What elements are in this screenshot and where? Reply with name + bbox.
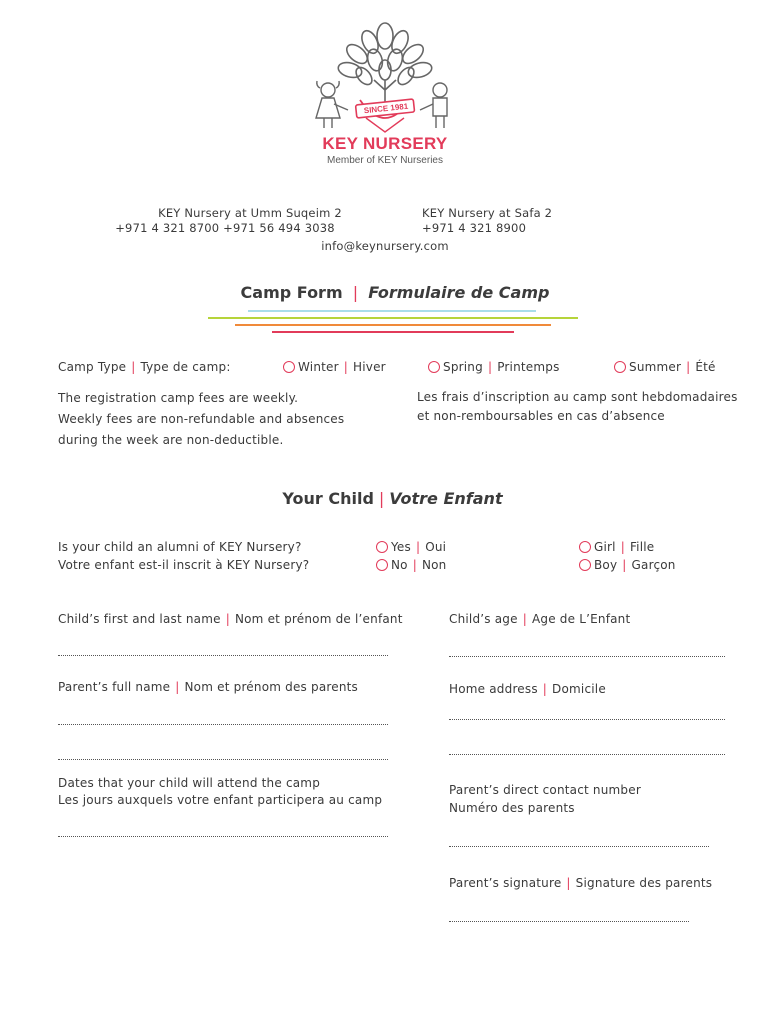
label-en: Child’s first and last name [58,612,221,626]
label-fr: Signature des parents [575,876,713,890]
branch2-name: KEY Nursery at Safa 2 [422,206,553,220]
radio-circle-icon[interactable] [376,541,388,553]
decor-line-blue [248,310,536,312]
label-fr: Age de L’Enfant [531,612,631,626]
option-label-en: Summer [629,360,682,374]
camp-type-label [58,360,231,374]
camp-option-summer[interactable] [614,360,716,374]
logo-ribbon-text: SINCE 1981 [363,101,409,116]
separator: | [415,540,421,554]
separator: | [522,612,527,626]
form-title [0,283,770,302]
gender-option-boy[interactable] [579,558,676,572]
camp-option-spring[interactable] [428,360,560,374]
child-section-title [0,489,770,508]
separator: | [622,558,627,572]
separator: | [487,360,493,374]
child-name-field[interactable] [58,655,388,656]
radio-circle-icon[interactable] [579,541,591,553]
radio-circle-icon[interactable] [428,361,440,373]
dates-label-en: Dates that your child will attend the camp [58,776,321,790]
separator: | [378,489,385,508]
label-en: Home address [449,682,538,696]
option-label-en: Boy [594,558,618,572]
option-label-en: Girl [594,540,616,554]
branch1-phones: +971 4 321 8700 +971 56 494 3038 [115,221,335,235]
home-address-field-1[interactable] [449,719,725,720]
separator: | [175,680,180,694]
separator: | [131,360,136,374]
dates-label-fr: Les jours auxquels votre enfant participera au camp [58,793,383,807]
fees-en-line-2: Weekly fees are non-refundable and absences [58,412,345,426]
signature-field[interactable] [449,921,689,922]
radio-circle-icon[interactable] [283,361,295,373]
alumni-option-no[interactable] [376,558,447,572]
decor-line-green [208,317,578,319]
child-title-fr: Votre Enfant [389,489,503,508]
home-address-field-2[interactable] [449,754,725,755]
decor-line-red [272,331,514,333]
child-age-label [449,612,630,626]
contact-email: info@keynursery.com [321,239,449,253]
contact-label-fr: Numéro des parents [449,801,575,815]
label-en: Parent’s signature [449,876,562,890]
option-label-en: Winter [298,360,339,374]
child-age-field[interactable] [449,656,725,657]
branch1-name: KEY Nursery at Umm Suqeim 2 [158,206,342,220]
option-label-fr: Printemps [497,360,560,374]
camp-option-winter[interactable] [283,360,386,374]
alumni-option-yes[interactable] [376,540,446,554]
logo [300,18,470,168]
separator: | [686,360,691,374]
signature-label [449,876,712,890]
label-en: Parent’s full name [58,680,171,694]
fees-fr-line-1: Les frais d’inscription au camp sont hebdomadaires [417,390,738,404]
parent-name-field-1[interactable] [58,724,388,725]
decor-line-orange [235,324,551,326]
alumni-question-fr: Votre enfant est-il inscrit à KEY Nursery? [58,558,310,572]
option-label-fr: Hiver [353,360,386,374]
option-label-fr: Oui [425,540,447,554]
camp-type-label-en: Camp Type [58,360,127,374]
label-fr: Domicile [552,682,606,696]
option-label-en: Spring [443,360,483,374]
camp-type-label-fr: Type de camp: [140,360,231,374]
option-label-fr: Non [421,558,447,572]
gender-option-girl[interactable] [579,540,654,554]
separator: | [566,876,571,890]
separator: | [225,612,230,626]
fees-en-line-3: during the week are non-deductible. [58,433,284,447]
separator: | [412,558,417,572]
option-label-en: Yes [391,540,411,554]
alumni-question-en: Is your child an alumni of KEY Nursery? [58,540,302,554]
option-label-fr: Été [695,360,716,374]
label-fr: Nom et prénom de l’enfant [234,612,403,626]
child-title-en: Your Child [282,489,374,508]
contact-label-en: Parent’s direct contact number [449,783,641,797]
key-nursery-tree-logo-icon [300,18,470,143]
form-title-separator: | [352,283,359,302]
child-name-label [58,612,403,626]
label-fr: Nom et prénom des parents [184,680,358,694]
separator: | [620,540,625,554]
form-title-fr: Formulaire de Camp [368,283,550,302]
parent-name-label [58,680,358,694]
logo-brand-name: KEY NURSERY [322,134,448,153]
separator: | [542,682,548,696]
fees-en-line-1: The registration camp fees are weekly. [58,391,299,405]
separator: | [343,360,349,374]
branch2-phones: +971 4 321 8900 [422,221,527,235]
dates-field[interactable] [58,836,388,837]
radio-circle-icon[interactable] [614,361,626,373]
option-label-fr: Garçon [631,558,676,572]
option-label-fr: Fille [629,540,655,554]
home-address-label [449,682,606,696]
option-label-en: No [391,558,408,572]
parent-name-field-2[interactable] [58,759,388,760]
radio-circle-icon[interactable] [376,559,388,571]
fees-fr-line-2: et non-remboursables en cas d’absence [417,409,665,423]
contact-field[interactable] [449,846,709,847]
logo-tagline: Member of KEY Nurseries [327,155,443,166]
label-en: Child’s age [449,612,518,626]
radio-circle-icon[interactable] [579,559,591,571]
form-title-en: Camp Form [240,283,343,302]
